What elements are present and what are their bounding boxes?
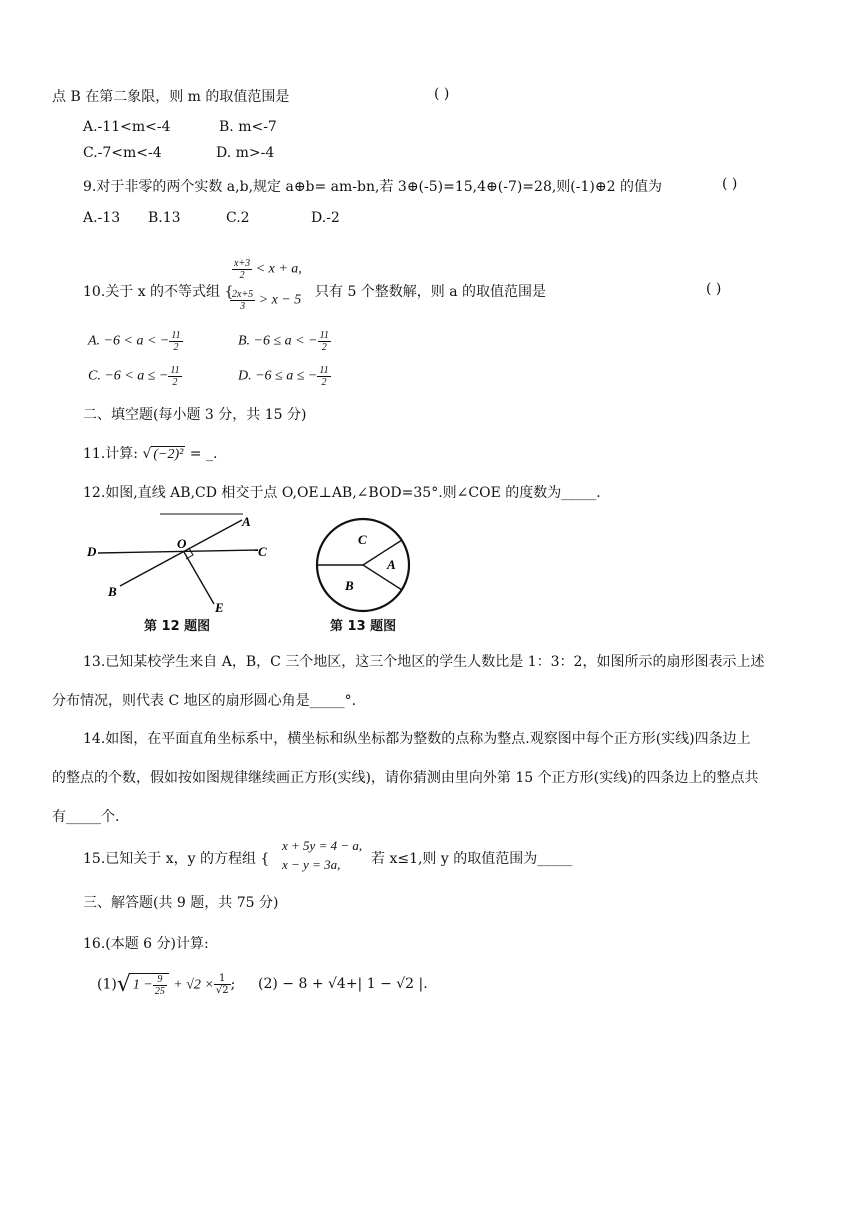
fig12-label-b: B — [108, 584, 117, 599]
q13-line-2: 分布情况，则代表 C 地区的扇形圆心角是_____°. — [52, 693, 357, 709]
q16-fraction2-numerator: 1 — [214, 973, 231, 985]
q15-equation-2: x − y = 3a, — [282, 857, 341, 872]
q16-part-1-middle: + √2 × — [173, 977, 214, 993]
q10-ineq1-denominator: 2 — [239, 270, 245, 281]
fraction-numerator: 11 — [171, 330, 181, 341]
section-2-title: 二、填空题(每小题 3 分，共 15 分) — [83, 407, 307, 423]
q10-option-a — [88, 330, 183, 353]
q16-fraction-numerator: 9 — [153, 974, 167, 986]
q10-option-d — [238, 365, 331, 388]
q10-ineq2-rest: > x − 5 — [258, 292, 302, 308]
q12-text: 12.如图,直线 AB,CD 相交于点 O,OE⊥AB,∠BOD=35°.则∠COE 的度数为_____. — [83, 485, 601, 501]
section-3-title: 三、解答题(共 9 题，共 75 分) — [83, 895, 279, 911]
fraction-denominator: 2 — [321, 342, 327, 353]
fraction-denominator: 2 — [172, 377, 178, 388]
fig13-label-c: C — [358, 532, 367, 547]
fig12-label-d: D — [87, 544, 97, 559]
q10-answer-paren: ( ) — [706, 281, 722, 297]
q10-option-d-text: D. −6 ≤ a ≤ − — [238, 368, 318, 384]
q16-fraction2-denominator: √2 — [215, 985, 229, 996]
q10-option-c — [88, 365, 182, 388]
q15-tail: 若 x≤1,则 y 的取值范围为_____ — [371, 851, 573, 867]
fig12-label-o: O — [177, 536, 187, 551]
q10-ineq2-denominator: 3 — [240, 301, 246, 312]
q10-option-c-text: C. −6 < a ≤ − — [88, 368, 169, 384]
q8-option-c: C.-7<m<-4 — [83, 145, 162, 161]
q16-part-2: (2) − 8 + √4+| 1 − √2 |. — [258, 976, 428, 992]
q11-tail: = _. — [185, 446, 218, 462]
q11-lead: 11.计算: — [83, 446, 143, 462]
q14-line-1: 14.如图，在平面直角坐标系中，横坐标和纵坐标都为整数的点称为整点.观察图中每个正方形(实线)四条边上 — [83, 731, 751, 747]
fraction-numerator: 11 — [319, 330, 329, 341]
q16-part-1-end: ; — [230, 976, 236, 993]
q15-equation-1: x + 5y = 4 − a, — [282, 838, 363, 853]
figure-13-pie — [310, 512, 416, 618]
fig13-label-b: B — [345, 578, 354, 593]
q8-option-a: A.-11<m<-4 — [83, 119, 171, 135]
q13-line-1: 13.已知某校学生来自 A，B，C 三个地区，这三个地区的学生人数比是 1：3：2，如图所示的扇形图表示上述 — [83, 654, 765, 670]
fraction-denominator: 2 — [173, 342, 179, 353]
q15-lead: 15.已知关于 x，y 的方程组 { — [83, 851, 270, 867]
fraction-numerator: 11 — [170, 365, 180, 376]
q14-line-2: 的整点的个数，假如按如图规律继续画正方形(实线)，请你猜测由里向外第 15 个正方形(实线)的四条边上的整点共 — [52, 770, 759, 786]
q9-answer-paren: ( ) — [722, 176, 738, 192]
q16-part-1-radicand: 1 − — [132, 977, 153, 993]
q16-fraction-denominator: 25 — [154, 985, 165, 997]
q10-lead: 10.关于 x 的不等式组 { — [83, 284, 234, 300]
q8-stem: 点 B 在第二象限，则 m 的取值范围是 — [52, 89, 290, 105]
q10-tail: 只有 5 个整数解，则 a 的取值范围是 — [315, 284, 547, 300]
fig13-caption: 第 13 题图 — [330, 619, 397, 634]
q16-stem: 16.(本题 6 分)计算: — [83, 936, 209, 952]
fraction-numerator: 11 — [319, 365, 329, 376]
q10-option-b-text: B. −6 ≤ a < − — [238, 333, 318, 349]
q16-part-1-lead: (1) — [97, 976, 117, 993]
q8-option-d: D. m>-4 — [216, 145, 275, 161]
fig12-label-a: A — [242, 514, 251, 529]
fig13-label-a: A — [387, 557, 396, 572]
q10-inequality-2 — [230, 289, 301, 312]
q9-stem: 9.对于非零的两个实数 a,b,规定 a⊕b= am-bn,若 3⊕(-5)=15,4⊕(-7)=28,则(-1)⊕2 的值为 — [83, 179, 662, 195]
q8-option-b: B. m<-7 — [219, 119, 277, 135]
q11-radicand: (−2)² — [153, 447, 184, 462]
q10-ineq2-numerator: 2x+5 — [232, 289, 254, 300]
q8-answer-paren: ( ) — [434, 86, 450, 102]
q9-option-d: D.-2 — [311, 210, 340, 226]
q10-inequality-1 — [232, 258, 302, 281]
fig12-label-c: C — [258, 544, 267, 559]
fig12-caption: 第 12 题图 — [144, 619, 211, 634]
q9-option-c: C.2 — [226, 210, 250, 226]
q16-part-1: (1)√ 1 − $\frac{9}{25}$ + √2 × $\frac{1}{√2}$ ; — [97, 972, 236, 997]
fig12-label-e: E — [215, 600, 224, 615]
q9-option-b: B.13 — [148, 210, 181, 226]
q10-ineq1-numerator: x+3 — [234, 258, 251, 269]
q11: 11.计算: √ (−2)² = _. — [83, 446, 218, 462]
q9-option-a: A.-13 — [83, 210, 121, 226]
q10-option-a-text: A. −6 < a < − — [88, 333, 170, 349]
q14-line-3: 有_____个. — [52, 809, 120, 825]
q10-option-b — [238, 330, 331, 353]
fraction-denominator: 2 — [321, 377, 327, 388]
q10-ineq1-rest: < x + a, — [255, 261, 302, 277]
